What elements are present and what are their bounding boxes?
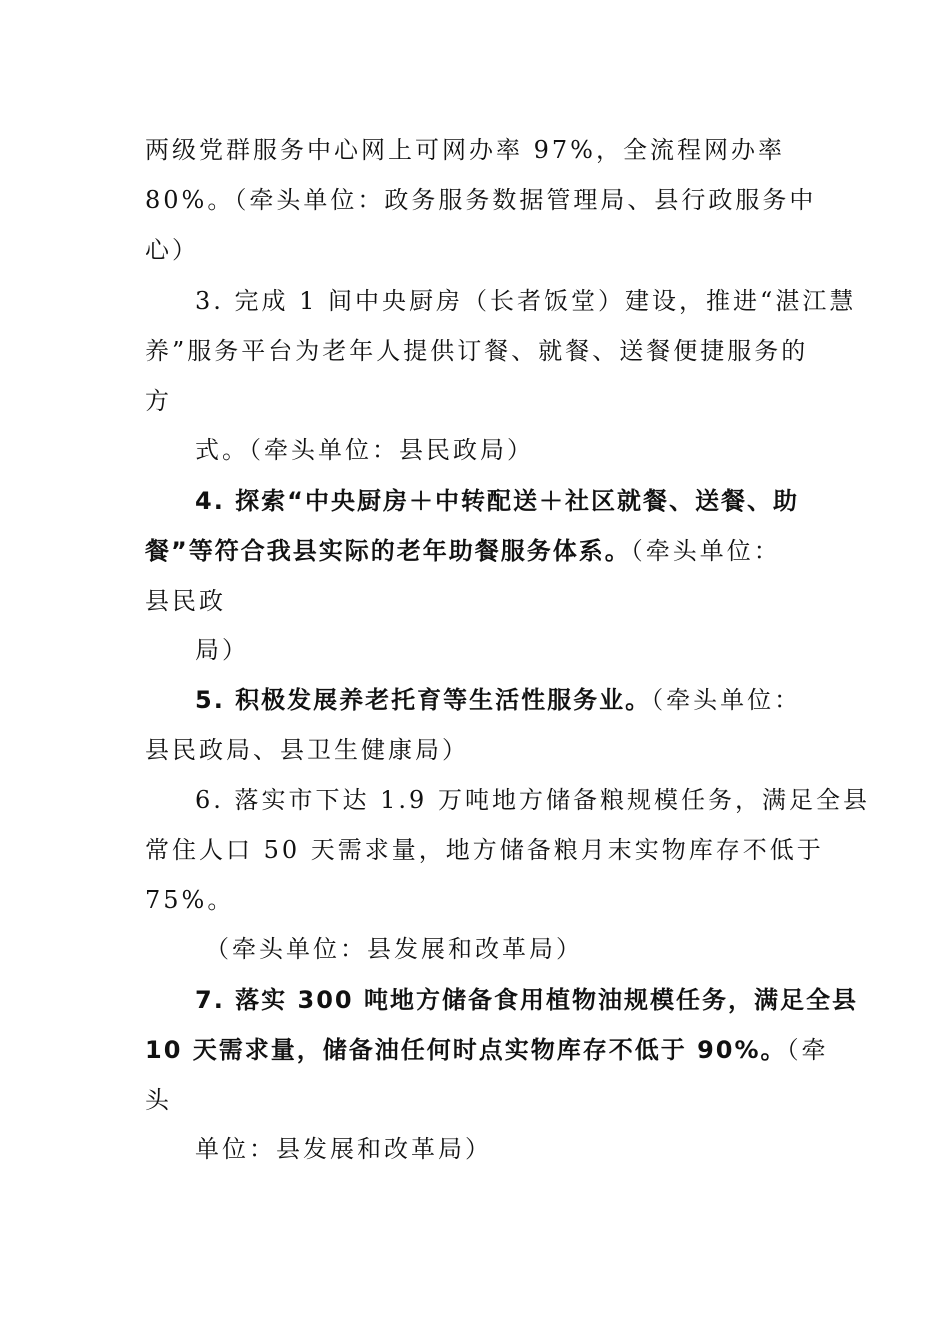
text-line: 单位：县发展和改革局）: [195, 1135, 492, 1163]
text-line: 县民政: [145, 587, 226, 615]
text-line: 80%。（牵头单位：政务服务数据管理局、县行政服务中: [145, 186, 817, 214]
text-line: 县民政局、县卫生健康局）: [145, 736, 469, 764]
text-line: 头: [145, 1086, 172, 1114]
item-6-line: 6. 落实市下达 1.9 万吨地方储备粮规模任务，满足全县: [195, 786, 870, 814]
text-line: 餐”等符合我县实际的老年助餐服务体系。（牵头单位：: [145, 537, 781, 565]
text-line: 方: [145, 387, 172, 415]
text-line: （牵头单位：县发展和改革局）: [205, 935, 583, 963]
text-line: 10 天需求量，储备油任何时点实物库存不低于 90%。（牵: [145, 1036, 829, 1064]
text-line: 养”服务平台为老年人提供订餐、就餐、送餐便捷服务的: [145, 337, 809, 365]
text-line: 心）: [145, 236, 199, 264]
item-4-line: 4. 探索“中央厨房＋中转配送＋社区就餐、送餐、助: [195, 487, 799, 515]
text-line: 常住人口 50 天需求量，地方储备粮月末实物库存不低于: [145, 836, 824, 864]
text-line: 两级党群服务中心网上可网办率 97%，全流程网办率: [145, 136, 785, 164]
text-line: 75%。: [145, 886, 235, 914]
item-7-line: 7. 落实 300 吨地方储备食用植物油规模任务，满足全县: [195, 986, 858, 1014]
text-line: 式。（牵头单位：县民政局）: [195, 436, 534, 464]
text-line: 局）: [195, 636, 249, 664]
item-5-line: 5. 积极发展养老托育等生活性服务业。（牵头单位：: [195, 686, 802, 714]
item-3-line: 3. 完成 1 间中央厨房（长者饭堂）建设，推进“湛江慧: [195, 287, 857, 315]
